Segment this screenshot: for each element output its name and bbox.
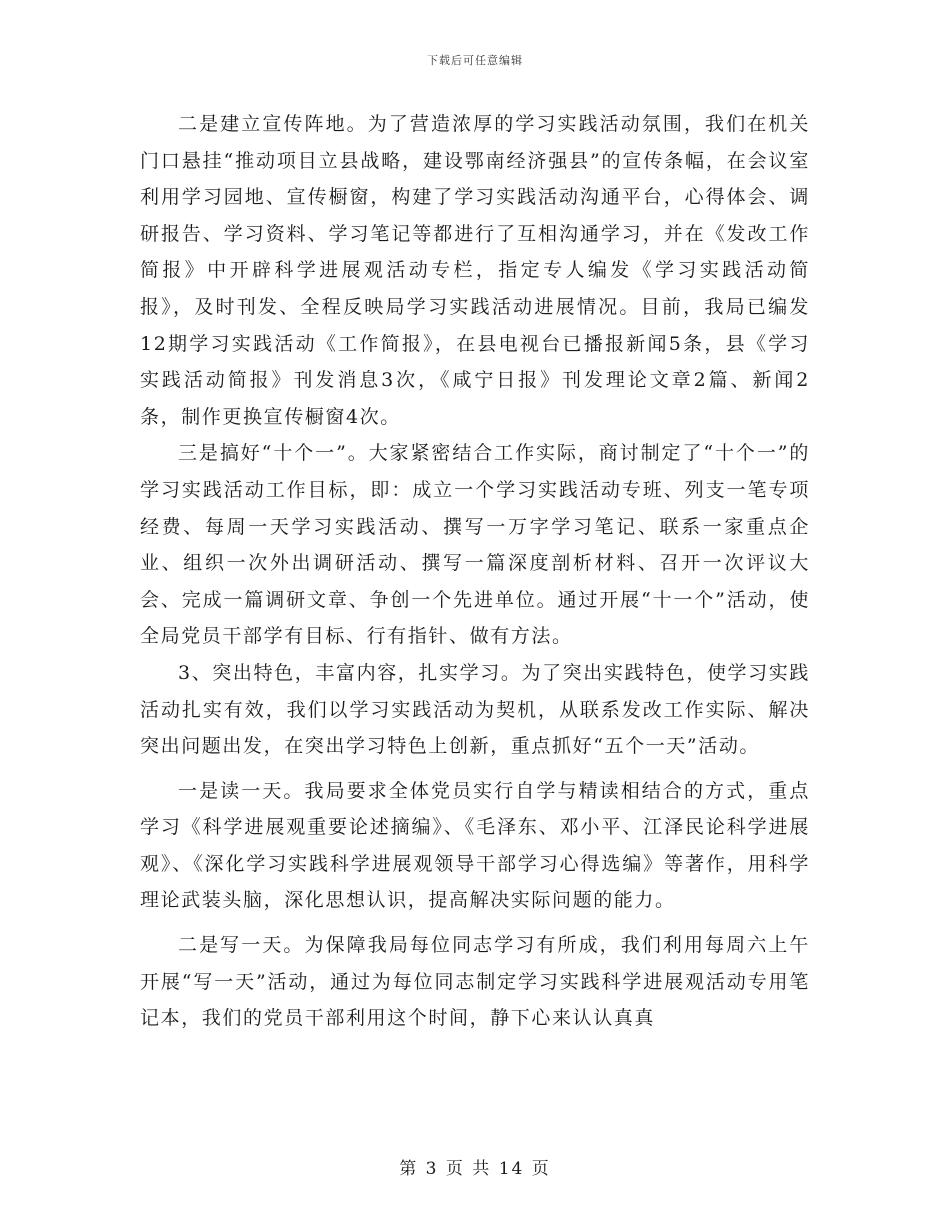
paragraph-highlight-features: 3、突出特色，丰富内容，扎实学习。为了突出实践特色，使学习实践活动扎实有效，我们以学习实践活动为契机，从联系发改工作实际、解决突出问题出发，在突出学习特色上创新，重点抓好“五个一天”活动。	[140, 661, 810, 758]
paragraph-write-one-day: 二是写一天。为保障我局每位同志学习有所成，我们利用每周六上午开展“写一天”活动，通过为每位同志制定学习实践科学进展观活动专用笔记本，我们的党员干部利用这个时间，静下心来认认真真	[140, 934, 810, 1030]
page-footer: 第 3 页 共 14 页	[399, 1159, 551, 1179]
paragraph-propaganda-position: 二是建立宣传阵地。为了营造浓厚的学习实践活动氛围，我们在机关门口悬挂“推动项目立县战略，建设鄂南经济强县”的宣传条幅，在会议室利用学习园地、宣传橱窗，构建了学习实践活动沟通平台，心得体会、调研报告、学习资料、学习笔记等都进行了互相沟通学习，并在《发改工作简报》中开辟科学进展观活动专栏，指定专人编发《学习实践活动简报》，及时刊发、全程反映局学习实践活动进展情况。目前，我局已编发12期学习实践活动《工作简报》，在县电视台已播报新闻5条，县《学习实践活动简报》刊发消息3次，《咸宁日报》刊发理论文章2篇、新闻2条，制作更换宣传橱窗4次。	[140, 113, 810, 428]
page-header: 下载后可任意编辑	[427, 54, 523, 67]
paragraph-ten-ones: 三是搞好“十个一”。大家紧密结合工作实际，商讨制定了“十个一”的学习实践活动工作目标，即：成立一个学习实践活动专班、列支一笔专项经费、每周一天学习实践活动、撰写一万字学习笔记、联系一家重点企业、组织一次外出调研活动、撰写一篇深度剖析材料、召开一次评议大会、完成一篇调研文章、争创一个先进单位。通过开展“十一个”活动，使全局党员干部学有目标、行有指针、做有方法。	[140, 442, 810, 648]
document-body	[140, 106, 810, 1037]
paragraph-read-one-day: 一是读一天。我局要求全体党员实行自学与精读相结合的方式，重点学习《科学进展观重要论述摘编》、《毛泽东、邓小平、江泽民论科学进展观》、《深化学习实践科学进展观领导干部学习心得选编》等著作，用科学理论武装头脑，深化思想认识，提高解决实际问题的能力。	[140, 779, 810, 912]
